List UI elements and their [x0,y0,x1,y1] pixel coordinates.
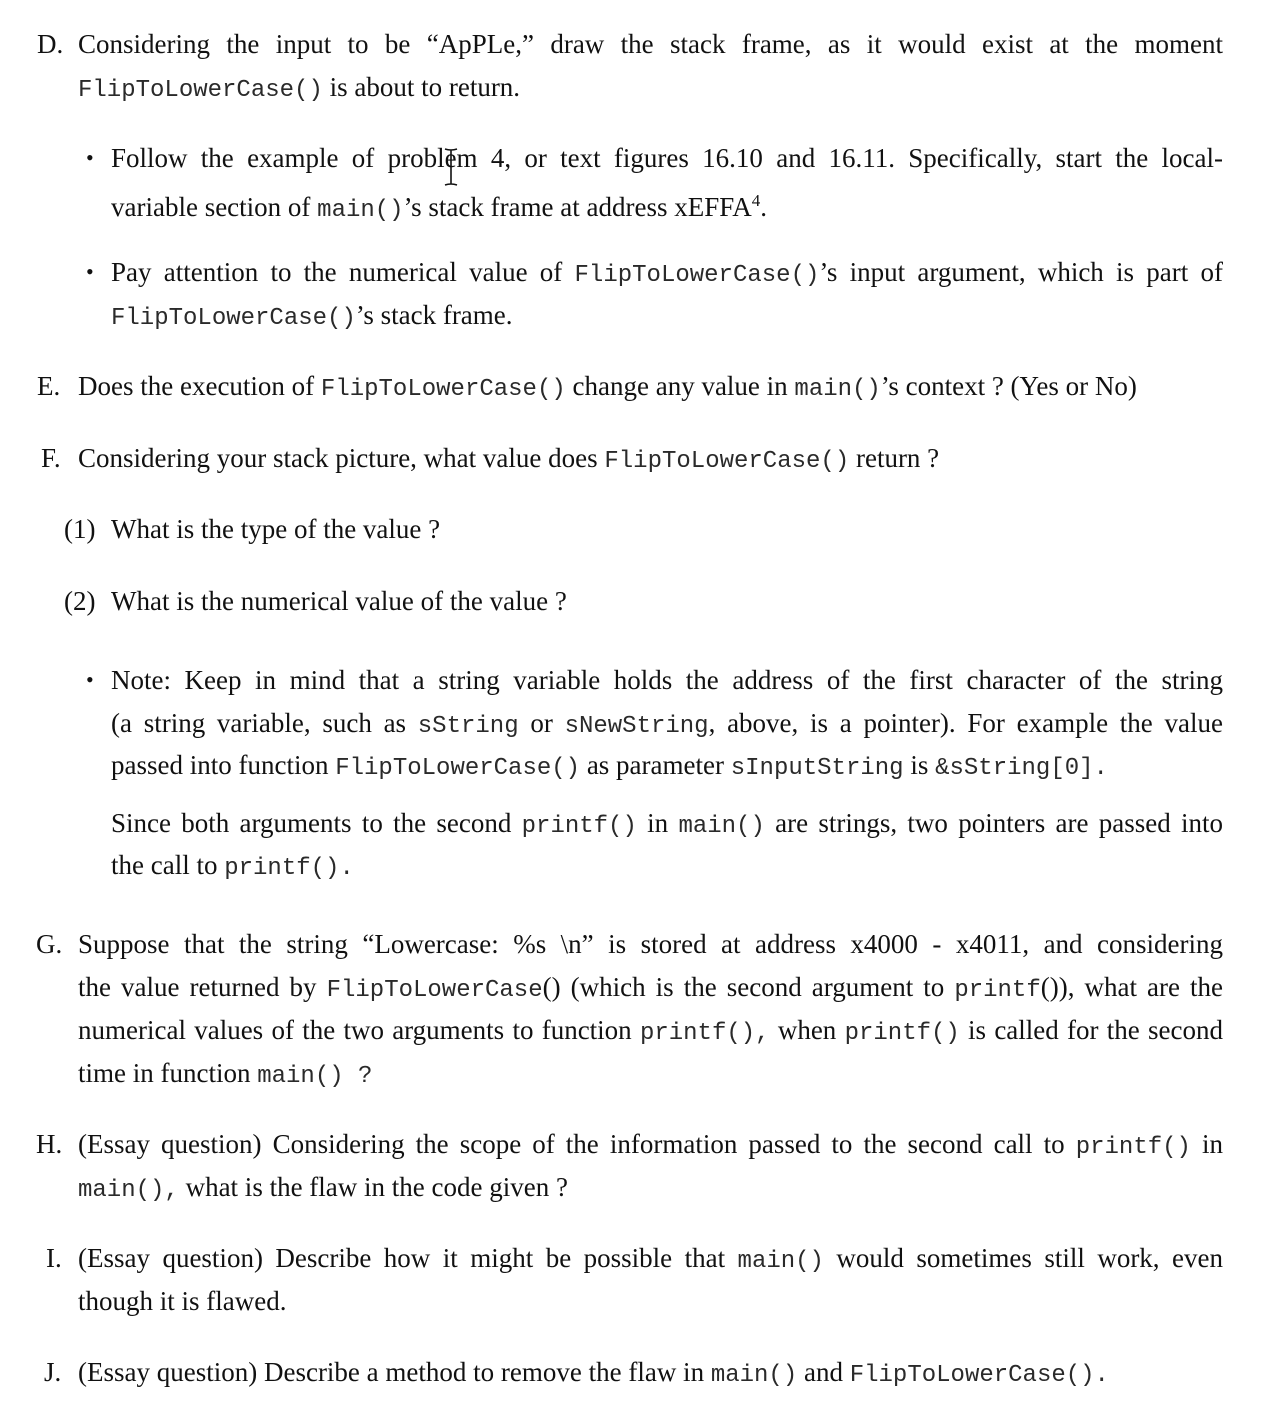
item-letter: H. [36,1129,63,1159]
item-letter: F. [41,443,61,473]
code-text: printf(), [639,1020,770,1047]
item-letter: I. [46,1243,62,1273]
code-text: sInputString [730,755,904,782]
note-text [111,807,1223,843]
note-text [111,664,1223,696]
text: ’s input argument, which is part of [819,257,1223,287]
subquestion-text [111,513,440,545]
subquestion-text [111,585,567,617]
code-text: FlipToLowerCase(). [849,1362,1109,1389]
code-text: printf(). [224,855,354,882]
code-text: FlipToLowerCase() [78,77,323,104]
code-text: FlipToLowerCase() [320,376,566,403]
bullet-icon: • [86,667,94,692]
text: in [636,808,679,838]
text: Follow the example of problem 4, or text figures 16.10 and 16.11. Specifically, start the local- [111,143,1223,173]
text: Note: Keep in mind that a string variable holds the address of the first character of the string [111,665,1223,695]
text: in [1190,1129,1223,1159]
code-text: main() [710,1362,798,1389]
text: change any value in [565,371,795,401]
code-text: main() [317,197,404,224]
code-text: main() [737,1248,824,1275]
text: , above, is a pointer). For example the value [708,708,1223,738]
text: and [797,1357,850,1387]
text: is about to return. [322,72,521,102]
text: is [903,750,936,780]
bullet-text [111,256,1223,292]
note-text [111,707,1223,743]
question-text [78,1014,1223,1050]
text: ()), what are the [1040,972,1224,1002]
question-text [78,971,1223,1007]
question-text [78,442,939,478]
text: return ? [849,443,940,473]
text-cursor-icon [441,147,461,187]
item-letter: G. [36,929,63,959]
text: Considering your stack picture, what value does [78,443,605,473]
code-text: &sString[0]. [935,755,1108,782]
item-letter: J. [44,1357,62,1387]
bullet-icon: • [86,259,94,284]
code-text: FlipToLowerCase [326,977,543,1004]
subitem-number: (1) [64,514,96,544]
question-text [78,71,520,107]
text: () (which is the second argument to [542,972,955,1002]
question-text [78,928,1223,960]
bullet-text [111,142,1223,174]
text: is called for the second [959,1015,1224,1045]
text: are strings, two pointers are passed into [764,808,1223,838]
question-text [78,1171,568,1207]
code-text: main() [678,813,765,840]
code-text: printf [954,977,1041,1004]
text: or [518,708,565,738]
text: numerical values of the two arguments to function [78,1015,640,1045]
text: Considering the input to be “ApPLe,” draw the stack frame, as it would exist at the moment [78,29,1223,59]
question-text [78,1128,1223,1164]
item-letter: D. [37,29,64,59]
footnote-marker: 4 [751,191,761,210]
text: (Essay question) Describe how it might be possible that [78,1243,738,1273]
text: (Essay question) Describe a method to remove the flaw in [78,1357,711,1387]
code-text: FlipToLowerCase() [604,448,850,475]
code-text: FlipToLowerCase() [111,305,356,332]
text: time in function [78,1058,258,1088]
code-text: main() [794,376,881,403]
text: when [769,1015,845,1045]
subitem-number: (2) [64,586,96,616]
text: Suppose that the string “Lowercase: %s \n” is stored at address x4000 - x4011, and considering [78,929,1223,959]
text: What is the type of the value ? [111,514,441,544]
code-text: printf() [844,1020,960,1047]
code-text: main() ? [257,1063,373,1090]
question-text [78,1242,1223,1278]
code-text: sString [417,713,519,740]
question-text [78,1285,286,1317]
bullet-text [111,299,513,335]
text: Does the execution of [78,371,321,401]
text: though it is flawed. [78,1286,287,1316]
text: (Essay question) Considering the scope of the information passed to the second call to [78,1129,1076,1159]
text: the value returned by [78,972,327,1002]
text: passed into function [111,750,336,780]
note-text [111,749,1108,785]
text: ’s stack frame at address xEFFA [403,192,752,222]
bullet-text [111,185,767,227]
item-letter: E. [37,371,61,401]
text: (a string variable, such as [111,708,418,738]
code-text: FlipToLowerCase() [574,262,820,289]
question-text [78,370,1137,406]
text: would sometimes still work, even [823,1243,1223,1273]
text: as parameter [580,750,731,780]
text: what is the flaw in the code given ? [178,1172,568,1202]
code-text: printf() [521,813,637,840]
code-text: printf() [1075,1134,1191,1161]
text: ’s context ? (Yes or No) [880,371,1137,401]
text: ’s stack frame. [355,300,513,330]
bullet-icon: • [86,145,94,170]
text: variable section of [111,192,318,222]
text: the call to [111,850,225,880]
question-text [78,28,1223,60]
note-text [111,849,354,885]
text: What is the numerical value of the value ? [111,586,567,616]
question-text [78,1057,372,1093]
text: . [760,192,768,222]
code-text: FlipToLowerCase() [335,755,581,782]
code-text: main(), [78,1177,179,1204]
code-text: sNewString [564,713,709,740]
text: Since both arguments to the second [111,808,522,838]
text: Pay attention to the numerical value of [111,257,575,287]
question-text [78,1356,1109,1392]
